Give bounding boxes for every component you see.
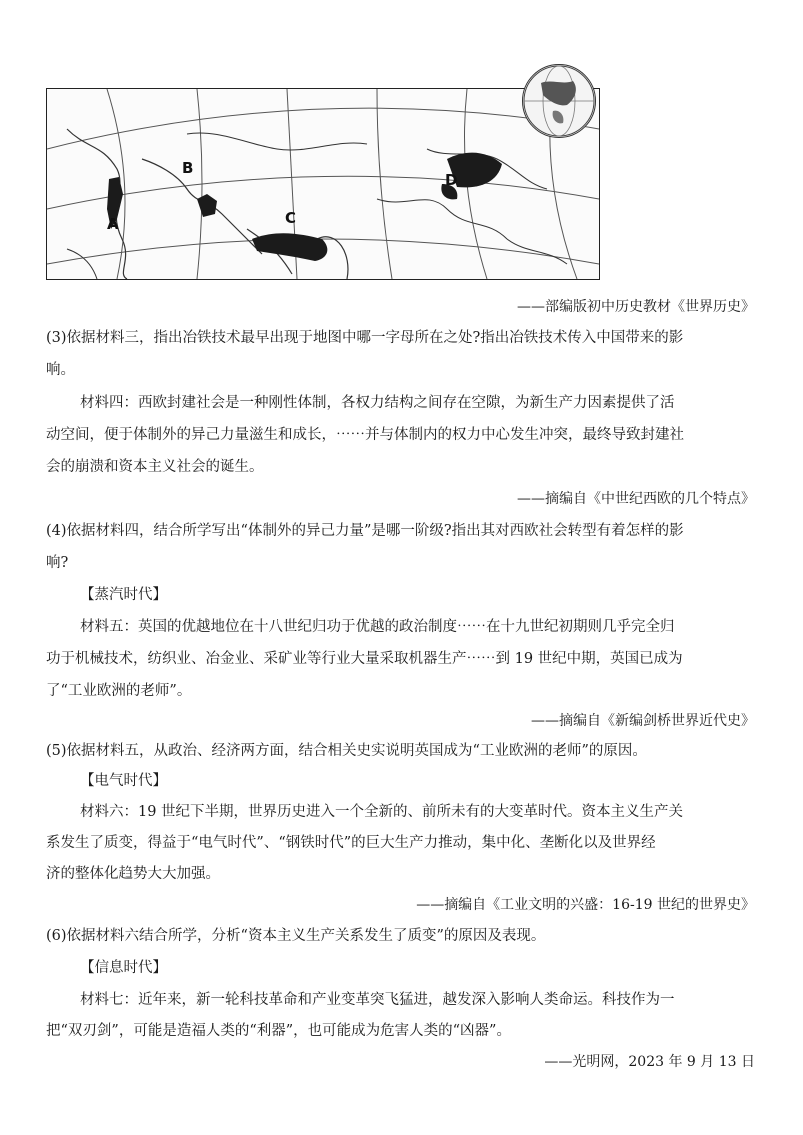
material-6-line-1: 材料六：19 世纪下半期，世界历史进入一个全新的、前所未有的大变革时代。资本主义生产关	[80, 804, 684, 820]
map-label-b: B	[182, 159, 194, 177]
material-5-line-3: 了“工业欧洲的老师”。	[46, 683, 192, 699]
question-6-line-1: (6)依据材料六结合所学，分析“资本主义生产关系发生了质变”的原因及表现。	[46, 928, 546, 944]
material-6-source: ——摘编自《工业文明的兴盛：16-19 世纪的世界史》	[416, 897, 755, 913]
map-drawing	[47, 89, 599, 279]
material-5-source: ——摘编自《新编剑桥世界近代史》	[531, 713, 755, 729]
material-7-line-2: 把“双刃剑”，可能是造福人类的“利器”，也可能成为危害人类的“凶器”。	[46, 1023, 511, 1039]
material-4-source: ——摘编自《中世纪西欧的几个特点》	[517, 491, 755, 507]
material-6-line-3: 济的整体化趋势大大加强。	[46, 866, 220, 882]
material-7-source: ——光明网，2023 年 9 月 13 日	[544, 1054, 755, 1070]
material-5-line-1: 材料五：英国的优越地位在十八世纪归功于优越的政治制度⋯⋯在十九世纪初期则几乎完全归	[80, 619, 675, 635]
question-3-line-2: 响。	[46, 362, 75, 378]
material-4-line-2: 动空间，便于体制外的异己力量滋生和成长，⋯⋯并与体制内的权力中心发生冲突，最终导致封建社	[46, 427, 684, 443]
material-7-line-1: 材料七：近年来，新一轮科技革命和产业变革突飞猛进，越发深入影响人类命运。科技作为一	[80, 992, 675, 1008]
map-frame	[46, 88, 600, 280]
map-source: ——部编版初中历史教材《世界历史》	[517, 299, 755, 315]
map-label-a: A	[107, 215, 119, 233]
material-5-line-2: 功于机械技术，纺织业、冶金业、采矿业等行业大量采取机器生产⋯⋯到 19 世纪中期，英国已成为	[46, 651, 683, 667]
section-info-heading: 【信息时代】	[80, 960, 167, 976]
globe-inset	[522, 64, 596, 138]
question-4-line-1: (4)依据材料四，结合所学写出“体制外的异己力量”是哪一阶级?指出其对西欧社会转型有着怎样的影	[46, 523, 684, 539]
map-label-c: C	[285, 209, 297, 227]
material-4-line-1: 材料四：西欧封建社会是一种刚性体制，各权力结构之间存在空隙，为新生产力因素提供了活	[80, 395, 675, 411]
material-6-line-2: 系发生了质变，得益于“电气时代”、“钢铁时代”的巨大生产力推动，集中化、垄断化以及世界经	[46, 835, 656, 851]
question-5-line-1: (5)依据材料五，从政治、经济两方面，结合相关史实说明英国成为“工业欧洲的老师”的原因。	[46, 743, 647, 759]
map-label-d: D	[445, 171, 458, 189]
question-4-line-2: 响?	[46, 555, 69, 571]
question-3-line-1: (3)依据材料三，指出冶铁技术最早出现于地图中哪一字母所在之处?指出冶铁技术传入中国带来的影	[46, 330, 684, 346]
section-electric-heading: 【电气时代】	[80, 773, 167, 789]
world-map-figure	[46, 64, 602, 280]
material-4-line-3: 会的崩溃和资本主义社会的诞生。	[46, 459, 264, 475]
section-steam-heading: 【蒸汽时代】	[80, 587, 167, 603]
